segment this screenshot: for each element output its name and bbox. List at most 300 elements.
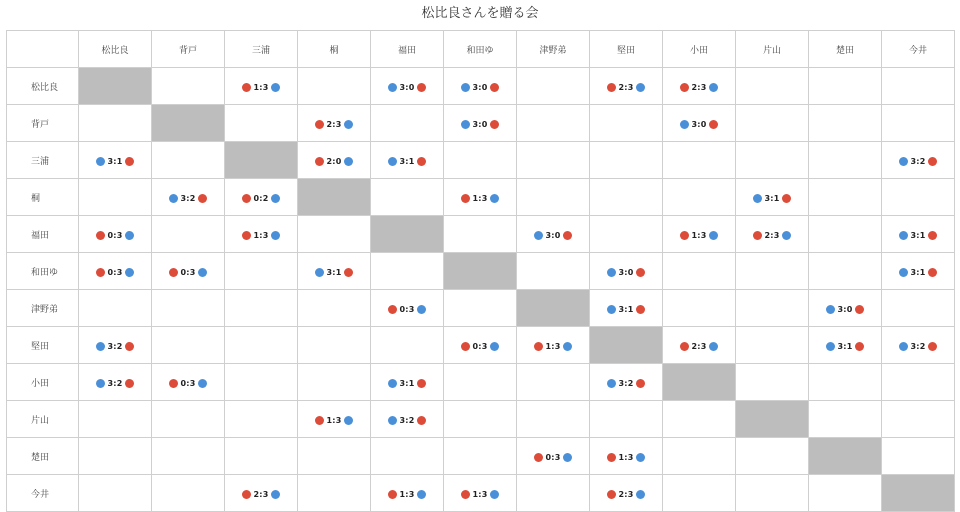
match-result: [388, 305, 427, 314]
red-dot-icon: [563, 231, 572, 240]
match-result: [315, 268, 354, 277]
matrix-row: [7, 475, 955, 512]
red-dot-icon: [417, 83, 426, 92]
empty-cell: [152, 327, 225, 364]
match-result-cell: [152, 364, 225, 401]
match-result-cell: [444, 179, 517, 216]
blue-dot-icon: [899, 231, 908, 240]
match-result-cell: [371, 142, 444, 179]
blue-dot-icon: [461, 120, 470, 129]
red-dot-icon: [315, 416, 324, 425]
empty-cell: [882, 401, 955, 438]
match-result-cell: [444, 475, 517, 512]
match-result-cell: [736, 216, 809, 253]
match-result: [96, 231, 135, 240]
red-dot-icon: [388, 490, 397, 499]
blue-dot-icon: [709, 342, 718, 351]
score-text: 3:0: [472, 82, 488, 92]
match-result-cell: [79, 216, 152, 253]
blue-dot-icon: [899, 342, 908, 351]
column-header: 片山: [736, 31, 809, 68]
score-text: 3:1: [764, 193, 780, 203]
matrix-row: [7, 179, 955, 216]
blue-dot-icon: [461, 83, 470, 92]
row-header: 今井: [7, 475, 79, 512]
matrix-row: [7, 364, 955, 401]
empty-cell: [152, 475, 225, 512]
empty-cell: [517, 179, 590, 216]
empty-cell: [152, 68, 225, 105]
match-result: [899, 268, 938, 277]
blue-dot-icon: [899, 157, 908, 166]
blue-dot-icon: [388, 379, 397, 388]
blue-dot-icon: [96, 342, 105, 351]
self-match-cell: [152, 105, 225, 142]
score-text: 3:1: [910, 230, 926, 240]
match-result-cell: [663, 216, 736, 253]
match-result-cell: [517, 438, 590, 475]
match-result: [899, 157, 938, 166]
match-result-cell: [371, 290, 444, 327]
blue-dot-icon: [417, 305, 426, 314]
blue-dot-icon: [826, 342, 835, 351]
empty-cell: [79, 179, 152, 216]
score-text: 1:3: [691, 230, 707, 240]
score-text: 0:3: [107, 267, 123, 277]
score-text: 1:3: [472, 489, 488, 499]
match-result-cell: [590, 364, 663, 401]
empty-cell: [736, 290, 809, 327]
match-result-cell: [444, 105, 517, 142]
score-text: 1:3: [472, 193, 488, 203]
match-result-cell: [298, 105, 371, 142]
empty-cell: [809, 142, 882, 179]
empty-cell: [444, 290, 517, 327]
empty-cell: [517, 68, 590, 105]
score-text: 0:2: [253, 193, 269, 203]
score-text: 3:0: [837, 304, 853, 314]
score-text: 1:3: [618, 452, 634, 462]
empty-cell: [736, 475, 809, 512]
empty-cell: [225, 401, 298, 438]
match-result: [607, 305, 646, 314]
empty-cell: [736, 68, 809, 105]
red-dot-icon: [388, 305, 397, 314]
blue-dot-icon: [388, 83, 397, 92]
blue-dot-icon: [344, 157, 353, 166]
red-dot-icon: [928, 268, 937, 277]
blue-dot-icon: [417, 490, 426, 499]
blue-dot-icon: [607, 379, 616, 388]
match-result: [242, 231, 281, 240]
self-match-cell: [444, 253, 517, 290]
results-matrix: [6, 30, 955, 512]
match-result: [461, 490, 500, 499]
row-header: 津野弟: [7, 290, 79, 327]
match-result-cell: [882, 253, 955, 290]
empty-cell: [882, 438, 955, 475]
empty-cell: [152, 401, 225, 438]
score-text: 2:0: [326, 156, 342, 166]
empty-cell: [882, 105, 955, 142]
red-dot-icon: [242, 231, 251, 240]
blue-dot-icon: [490, 194, 499, 203]
match-result: [242, 490, 281, 499]
red-dot-icon: [96, 268, 105, 277]
match-result: [461, 83, 500, 92]
self-match-cell: [225, 142, 298, 179]
match-result: [534, 342, 573, 351]
empty-cell: [809, 475, 882, 512]
empty-cell: [809, 401, 882, 438]
empty-cell: [298, 327, 371, 364]
empty-cell: [298, 290, 371, 327]
column-header: 桐: [298, 31, 371, 68]
match-result-cell: [590, 68, 663, 105]
red-dot-icon: [636, 305, 645, 314]
match-result: [753, 231, 792, 240]
empty-cell: [152, 216, 225, 253]
match-result: [242, 194, 281, 203]
empty-cell: [663, 142, 736, 179]
empty-cell: [590, 216, 663, 253]
empty-cell: [809, 105, 882, 142]
column-header: 三浦: [225, 31, 298, 68]
blue-dot-icon: [753, 194, 762, 203]
score-text: 0:3: [399, 304, 415, 314]
matrix-row: [7, 401, 955, 438]
red-dot-icon: [928, 157, 937, 166]
row-header: 楚田: [7, 438, 79, 475]
score-text: 2:3: [326, 119, 342, 129]
match-result-cell: [444, 327, 517, 364]
matrix-row: [7, 290, 955, 327]
match-result-cell: [882, 142, 955, 179]
red-dot-icon: [242, 83, 251, 92]
red-dot-icon: [607, 490, 616, 499]
blue-dot-icon: [563, 453, 572, 462]
match-result-cell: [882, 216, 955, 253]
empty-cell: [736, 105, 809, 142]
empty-cell: [517, 475, 590, 512]
match-result-cell: [371, 475, 444, 512]
empty-cell: [882, 179, 955, 216]
match-result: [680, 231, 719, 240]
empty-cell: [79, 401, 152, 438]
match-result: [388, 83, 427, 92]
score-text: 3:0: [545, 230, 561, 240]
match-result-cell: [809, 290, 882, 327]
matrix-row: [7, 142, 955, 179]
match-result: [680, 120, 719, 129]
match-result-cell: [882, 327, 955, 364]
score-text: 3:2: [910, 341, 926, 351]
red-dot-icon: [315, 120, 324, 129]
empty-cell: [225, 290, 298, 327]
empty-cell: [79, 105, 152, 142]
column-header: 堅田: [590, 31, 663, 68]
empty-cell: [736, 364, 809, 401]
blue-dot-icon: [169, 194, 178, 203]
empty-cell: [79, 438, 152, 475]
score-text: 3:2: [399, 415, 415, 425]
match-result: [315, 416, 354, 425]
match-result-cell: [590, 290, 663, 327]
match-result: [534, 453, 573, 462]
blue-dot-icon: [563, 342, 572, 351]
empty-cell: [590, 179, 663, 216]
empty-cell: [517, 364, 590, 401]
red-dot-icon: [709, 120, 718, 129]
match-result-cell: [298, 142, 371, 179]
empty-cell: [663, 179, 736, 216]
self-match-cell: [517, 290, 590, 327]
blue-dot-icon: [636, 490, 645, 499]
empty-cell: [809, 364, 882, 401]
match-result-cell: [79, 327, 152, 364]
blue-dot-icon: [125, 231, 134, 240]
red-dot-icon: [636, 268, 645, 277]
match-result: [461, 120, 500, 129]
score-text: 3:1: [910, 267, 926, 277]
red-dot-icon: [417, 157, 426, 166]
red-dot-icon: [198, 194, 207, 203]
blue-dot-icon: [534, 231, 543, 240]
red-dot-icon: [607, 83, 616, 92]
blue-dot-icon: [709, 83, 718, 92]
blue-dot-icon: [490, 490, 499, 499]
empty-cell: [444, 438, 517, 475]
match-result: [753, 194, 792, 203]
column-header: 楚田: [809, 31, 882, 68]
match-result-cell: [79, 364, 152, 401]
empty-cell: [371, 253, 444, 290]
row-header: 三浦: [7, 142, 79, 179]
blue-dot-icon: [899, 268, 908, 277]
match-result-cell: [590, 475, 663, 512]
match-result-cell: [517, 327, 590, 364]
score-text: 0:3: [545, 452, 561, 462]
red-dot-icon: [928, 342, 937, 351]
match-result: [607, 490, 646, 499]
match-result-cell: [371, 401, 444, 438]
red-dot-icon: [607, 453, 616, 462]
matrix-row: [7, 68, 955, 105]
empty-cell: [371, 179, 444, 216]
red-dot-icon: [534, 453, 543, 462]
score-text: 0:3: [180, 378, 196, 388]
match-result-cell: [809, 327, 882, 364]
match-result: [96, 342, 135, 351]
red-dot-icon: [344, 268, 353, 277]
empty-cell: [298, 475, 371, 512]
empty-cell: [590, 401, 663, 438]
empty-cell: [590, 105, 663, 142]
empty-cell: [298, 438, 371, 475]
row-header: 桐: [7, 179, 79, 216]
match-result: [461, 342, 500, 351]
match-result: [899, 342, 938, 351]
self-match-cell: [590, 327, 663, 364]
match-result: [388, 490, 427, 499]
empty-cell: [79, 290, 152, 327]
blue-dot-icon: [315, 268, 324, 277]
score-text: 1:3: [253, 82, 269, 92]
column-header: 小田: [663, 31, 736, 68]
empty-cell: [517, 253, 590, 290]
blue-dot-icon: [388, 157, 397, 166]
score-text: 1:3: [326, 415, 342, 425]
match-result-cell: [152, 253, 225, 290]
matrix-row: [7, 253, 955, 290]
empty-cell: [298, 216, 371, 253]
match-result: [826, 305, 865, 314]
empty-cell: [882, 290, 955, 327]
empty-cell: [663, 438, 736, 475]
empty-cell: [882, 364, 955, 401]
score-text: 3:2: [107, 341, 123, 351]
match-result: [607, 379, 646, 388]
match-result: [607, 83, 646, 92]
empty-cell: [152, 142, 225, 179]
self-match-cell: [663, 364, 736, 401]
row-header: 堅田: [7, 327, 79, 364]
match-result: [315, 120, 354, 129]
red-dot-icon: [315, 157, 324, 166]
red-dot-icon: [855, 305, 864, 314]
score-text: 1:3: [399, 489, 415, 499]
red-dot-icon: [680, 342, 689, 351]
blue-dot-icon: [271, 231, 280, 240]
column-header: 松比良: [79, 31, 152, 68]
score-text: 2:3: [691, 82, 707, 92]
score-text: 3:0: [399, 82, 415, 92]
score-text: 3:1: [837, 341, 853, 351]
empty-cell: [882, 68, 955, 105]
score-text: 0:3: [107, 230, 123, 240]
empty-cell: [736, 327, 809, 364]
red-dot-icon: [490, 83, 499, 92]
column-header: 福田: [371, 31, 444, 68]
match-result-cell: [590, 253, 663, 290]
self-match-cell: [371, 216, 444, 253]
red-dot-icon: [461, 490, 470, 499]
page-title: 松比良さんを贈る会: [421, 6, 539, 21]
matrix-row: [7, 327, 955, 364]
score-text: 3:0: [691, 119, 707, 129]
blue-dot-icon: [96, 379, 105, 388]
row-header: 松比良: [7, 68, 79, 105]
match-result-cell: [79, 253, 152, 290]
score-text: 3:2: [107, 378, 123, 388]
blue-dot-icon: [271, 194, 280, 203]
empty-cell: [736, 253, 809, 290]
blue-dot-icon: [271, 490, 280, 499]
empty-cell: [517, 142, 590, 179]
empty-cell: [225, 438, 298, 475]
score-text: 2:3: [253, 489, 269, 499]
score-text: 3:1: [399, 378, 415, 388]
column-header: 背戸: [152, 31, 225, 68]
red-dot-icon: [96, 231, 105, 240]
blue-dot-icon: [782, 231, 791, 240]
empty-cell: [517, 401, 590, 438]
red-dot-icon: [242, 194, 251, 203]
matrix-row: [7, 216, 955, 253]
row-header: 背戸: [7, 105, 79, 142]
blue-dot-icon: [680, 120, 689, 129]
score-text: 2:3: [691, 341, 707, 351]
red-dot-icon: [169, 268, 178, 277]
match-result-cell: [225, 216, 298, 253]
self-match-cell: [736, 401, 809, 438]
match-result: [169, 379, 208, 388]
blue-dot-icon: [125, 268, 134, 277]
match-result: [388, 379, 427, 388]
empty-cell: [371, 105, 444, 142]
red-dot-icon: [169, 379, 178, 388]
match-result-cell: [517, 216, 590, 253]
score-text: 3:2: [180, 193, 196, 203]
match-result: [607, 268, 646, 277]
empty-cell: [298, 68, 371, 105]
red-dot-icon: [490, 120, 499, 129]
empty-cell: [809, 216, 882, 253]
empty-cell: [736, 438, 809, 475]
empty-cell: [225, 364, 298, 401]
match-result: [461, 194, 500, 203]
row-header: 和田ゆ: [7, 253, 79, 290]
header-row: [7, 31, 955, 68]
match-result-cell: [298, 401, 371, 438]
match-result-cell: [79, 142, 152, 179]
empty-cell: [298, 364, 371, 401]
red-dot-icon: [782, 194, 791, 203]
empty-cell: [663, 475, 736, 512]
empty-cell: [444, 142, 517, 179]
score-text: 3:0: [472, 119, 488, 129]
empty-cell: [663, 253, 736, 290]
row-header: 片山: [7, 401, 79, 438]
blue-dot-icon: [490, 342, 499, 351]
red-dot-icon: [242, 490, 251, 499]
matrix-row: [7, 438, 955, 475]
empty-cell: [663, 290, 736, 327]
score-text: 3:0: [618, 267, 634, 277]
empty-cell: [152, 438, 225, 475]
match-result: [388, 157, 427, 166]
blue-dot-icon: [271, 83, 280, 92]
red-dot-icon: [125, 342, 134, 351]
score-text: 1:3: [545, 341, 561, 351]
empty-cell: [444, 216, 517, 253]
score-text: 3:2: [618, 378, 634, 388]
match-result-cell: [371, 364, 444, 401]
match-result: [169, 194, 208, 203]
empty-cell: [225, 253, 298, 290]
blue-dot-icon: [607, 305, 616, 314]
match-result: [169, 268, 208, 277]
score-text: 3:1: [399, 156, 415, 166]
self-match-cell: [882, 475, 955, 512]
score-text: 1:3: [253, 230, 269, 240]
red-dot-icon: [417, 379, 426, 388]
match-result-cell: [152, 179, 225, 216]
self-match-cell: [79, 68, 152, 105]
score-text: 0:3: [472, 341, 488, 351]
match-result: [680, 83, 719, 92]
match-result-cell: [225, 68, 298, 105]
